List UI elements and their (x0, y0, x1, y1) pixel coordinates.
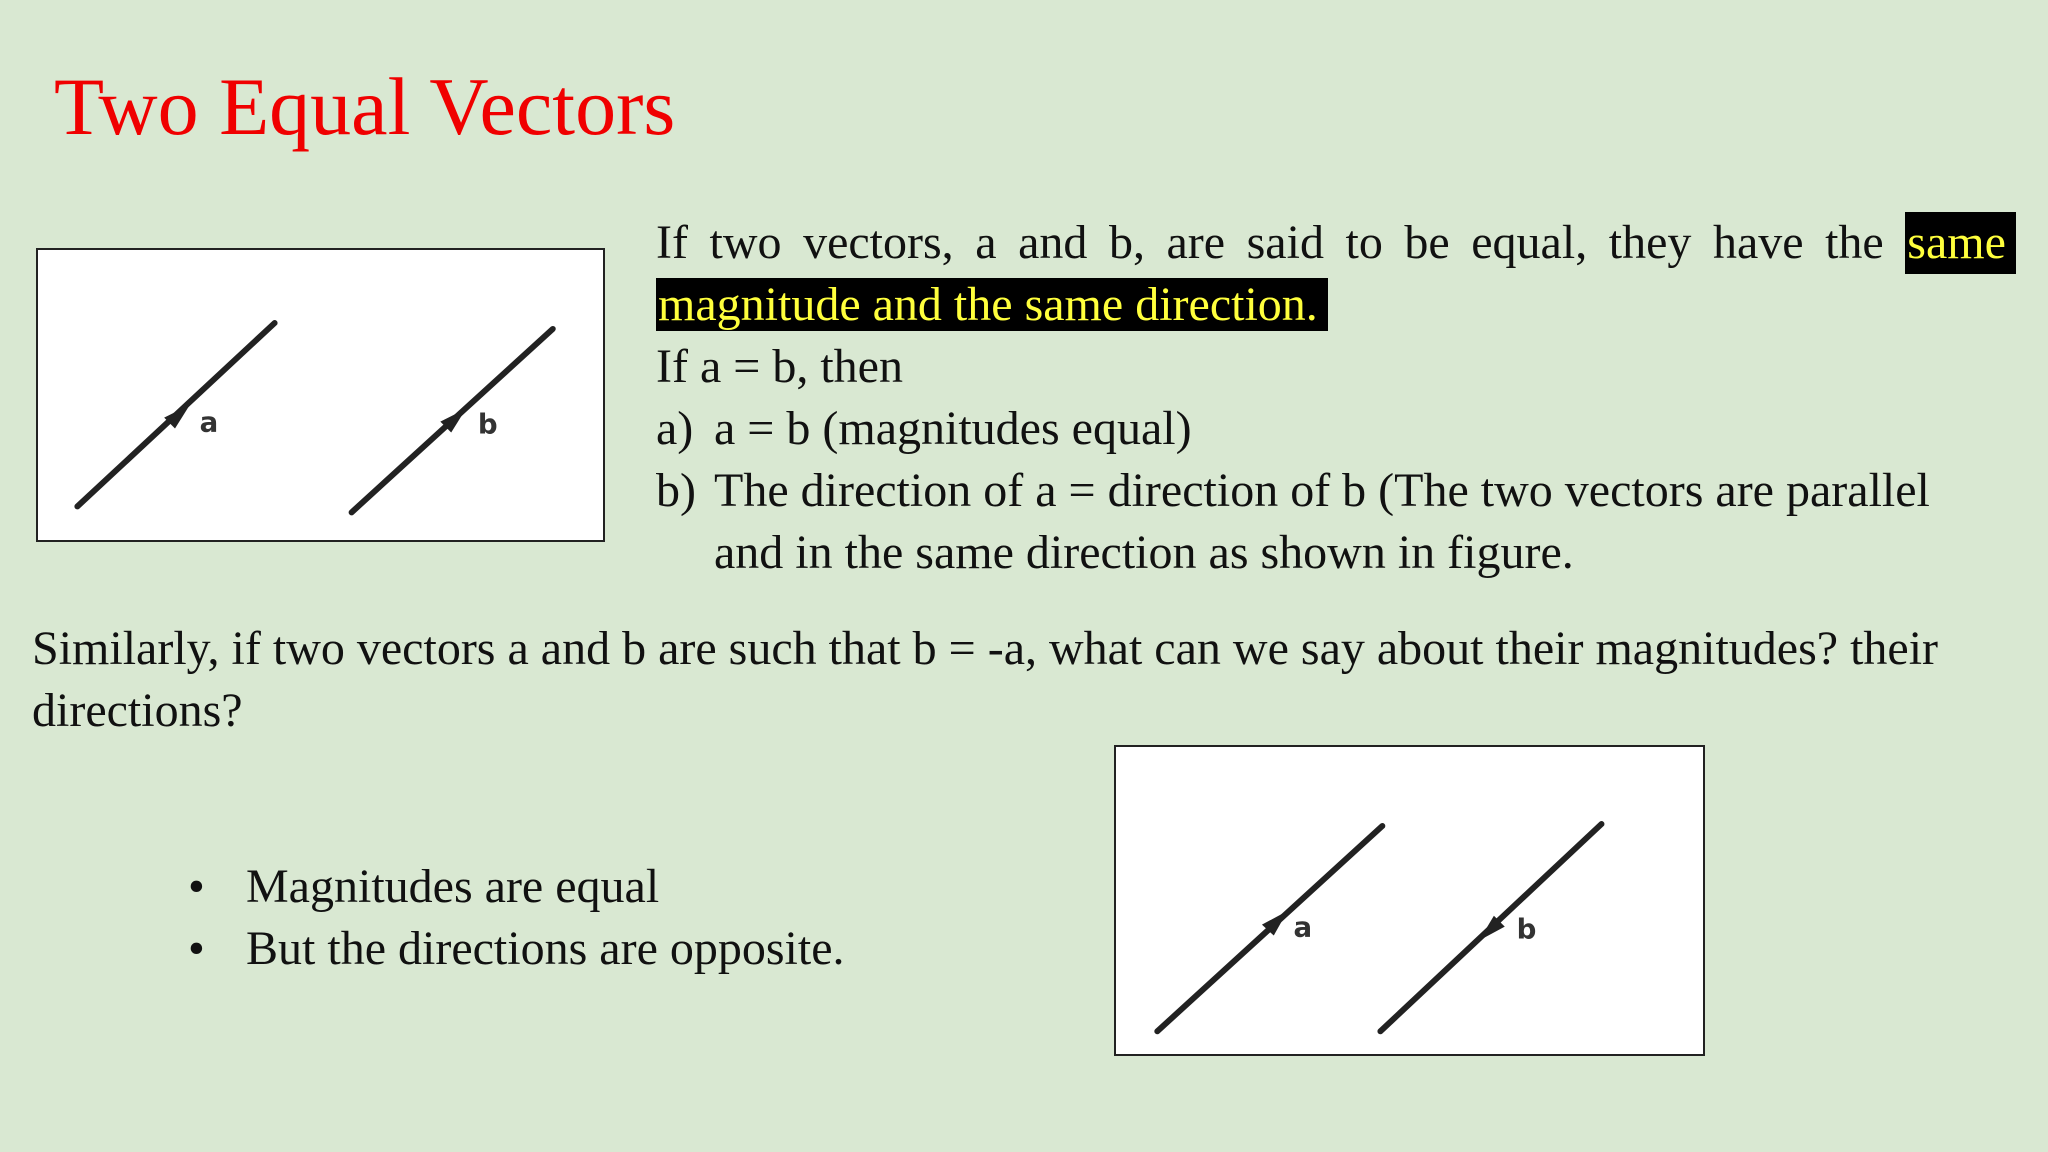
vector-a-label: a (199, 405, 219, 439)
condition-item-b-continuation (656, 522, 2016, 584)
word: the (1825, 216, 1884, 269)
equal-vectors-figure (36, 248, 605, 542)
condition-text: a = b (magnitudes equal) (714, 402, 1192, 455)
vector-a-label: a (1293, 910, 1313, 944)
word: to (1345, 216, 1383, 269)
vector-b-label: b (477, 407, 498, 441)
highlighted-text: same (1905, 212, 2016, 274)
word: they (1608, 216, 1692, 269)
condition-item-b (656, 460, 2016, 522)
list-item (188, 856, 845, 918)
list-marker: b) (656, 464, 696, 517)
opposite-vectors-figure (1114, 745, 1705, 1056)
definition-line-1 (656, 212, 2016, 274)
slide-title: Two Equal Vectors (54, 61, 676, 152)
bullet: • (188, 860, 205, 913)
word: said (1246, 216, 1324, 269)
word: vectors, (803, 216, 954, 269)
word: and (1018, 216, 1088, 269)
highlighted-text: magnitude and the same direction. (656, 278, 1328, 331)
word: have (1712, 216, 1804, 269)
condition-item-a (656, 398, 2016, 460)
condition-text: and in the same direction as shown in figure. (714, 526, 1574, 579)
condition-text: The direction of a = direction of b (The two vectors are parallel (714, 464, 1930, 517)
bullet: • (188, 922, 205, 975)
answer-list (188, 856, 845, 980)
definition-text (656, 212, 2016, 584)
question-paragraph: Similarly, if two vectors a and b are such that b = -a, what can we say about their magnitudes? their directions? (32, 622, 1939, 737)
word: equal, (1471, 216, 1588, 269)
word: b, (1108, 216, 1145, 269)
equal-vectors-diagram (38, 250, 603, 540)
word: two (709, 216, 782, 269)
answer-text: But the directions are opposite. (246, 922, 845, 975)
word: If (656, 216, 688, 269)
word: a (975, 216, 997, 269)
vector-b-label: b (1516, 912, 1537, 946)
list-item (188, 918, 845, 980)
definition-line-2 (656, 274, 2016, 336)
condition-intro: If a = b, then (656, 340, 903, 393)
word: are (1166, 216, 1226, 269)
list-marker: a) (656, 402, 694, 455)
answer-text: Magnitudes are equal (246, 860, 660, 913)
opposite-vectors-diagram (1116, 747, 1703, 1054)
word: be (1404, 216, 1450, 269)
